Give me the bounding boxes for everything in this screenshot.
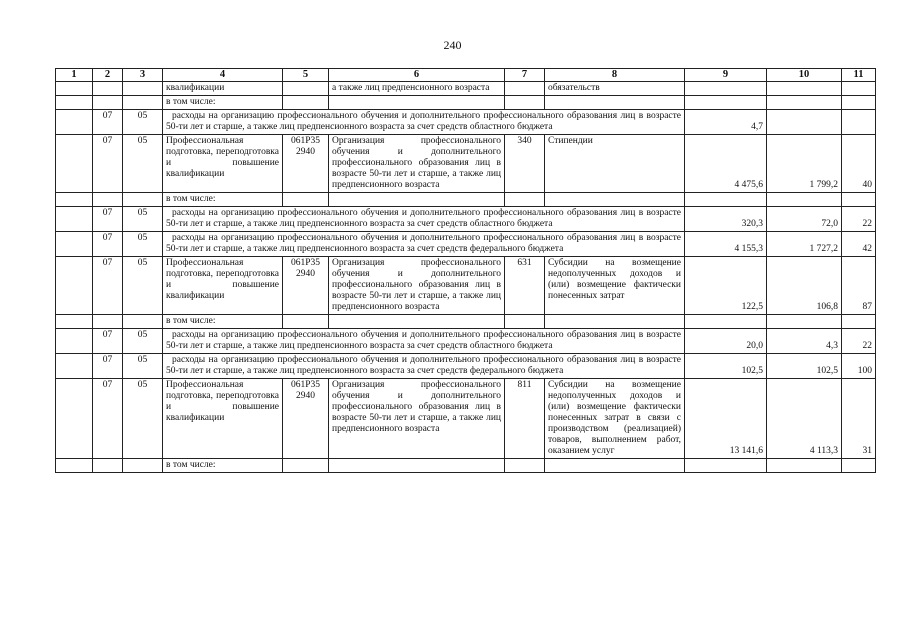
cell-col1 [56, 135, 93, 193]
cell-col1 [56, 193, 93, 207]
table-row [56, 82, 876, 96]
column-header: 9 [685, 69, 767, 82]
expense-type-code: 340 [505, 135, 545, 193]
cell-col7 [505, 459, 545, 473]
column-header: 7 [505, 69, 545, 82]
table-row [56, 315, 876, 329]
cell-col1 [56, 82, 93, 96]
cell-col6 [329, 315, 505, 329]
header-row [56, 69, 876, 82]
table-row [56, 354, 876, 379]
section-code: 07 [93, 135, 123, 193]
subsection-name: Профессиональная подготовка, переподготовка и повышение квалификации [163, 379, 283, 459]
cell-col5 [283, 459, 329, 473]
subsection-code: 05 [123, 354, 163, 379]
amount-actual: 102,5 [767, 354, 842, 379]
section-code: 07 [93, 110, 123, 135]
section-code [93, 82, 123, 96]
amount-actual: 106,8 [767, 257, 842, 315]
amount-actual: 1 799,2 [767, 135, 842, 193]
subsection-code: 05 [123, 135, 163, 193]
note-cell: в том числе: [163, 96, 283, 110]
cell-col2 [93, 459, 123, 473]
subsection-code [123, 82, 163, 96]
table-row [56, 379, 876, 459]
amount-actual: 72,0 [767, 207, 842, 232]
target-article-name: Организация профессионального обучения и дополнительного профессионального образования лиц в возрасте 50-ти лет и старше, а также лиц предпенсионного возраста [329, 379, 505, 459]
note-cell: в том числе: [163, 459, 283, 473]
section-code: 07 [93, 232, 123, 257]
cell-col2 [93, 315, 123, 329]
cell-col1 [56, 110, 93, 135]
table-row [56, 329, 876, 354]
amount-plan: 122,5 [685, 257, 767, 315]
target-article-code: 061Р35 2940 [283, 379, 329, 459]
amount-plan: 13 141,6 [685, 379, 767, 459]
amount-actual [767, 82, 842, 96]
table-row [56, 96, 876, 110]
table-row [56, 232, 876, 257]
cell-col6 [329, 96, 505, 110]
cell-col8 [545, 96, 685, 110]
expense-type-code [505, 82, 545, 96]
cell-col5 [283, 193, 329, 207]
cell-col7 [505, 96, 545, 110]
percent-value: 31 [842, 379, 876, 459]
column-header: 5 [283, 69, 329, 82]
target-article-code [283, 82, 329, 96]
amount-plan: 102,5 [685, 354, 767, 379]
percent-value: 87 [842, 257, 876, 315]
cell-col11 [842, 459, 876, 473]
percent-value: 100 [842, 354, 876, 379]
cell-col1 [56, 315, 93, 329]
cell-col9 [685, 315, 767, 329]
cell-col1 [56, 354, 93, 379]
section-code: 07 [93, 329, 123, 354]
amount-plan: 4,7 [685, 110, 767, 135]
section-code: 07 [93, 257, 123, 315]
table-row [56, 459, 876, 473]
target-article-name: а также лиц предпенсионного возраста [329, 82, 505, 96]
subsection-code: 05 [123, 207, 163, 232]
table-row [56, 207, 876, 232]
subsection-name: Профессиональная подготовка, переподготовка и повышение квалификации [163, 257, 283, 315]
expense-description: расходы на организацию профессионального обучения и дополнительного профессионального образования лиц в возрасте 50-ти лет и старше, а также лиц предпенсионного возраста за счет средств федерального бюджета [163, 354, 685, 379]
subsection-code: 05 [123, 329, 163, 354]
amount-actual: 4 113,3 [767, 379, 842, 459]
percent-value [842, 82, 876, 96]
cell-col3 [123, 315, 163, 329]
column-header: 11 [842, 69, 876, 82]
cell-col1 [56, 96, 93, 110]
table-row [56, 135, 876, 193]
percent-value: 40 [842, 135, 876, 193]
amount-plan [685, 82, 767, 96]
cell-col3 [123, 193, 163, 207]
cell-col8 [545, 193, 685, 207]
expense-type-code: 811 [505, 379, 545, 459]
amount-plan: 4 155,3 [685, 232, 767, 257]
subsection-code: 05 [123, 257, 163, 315]
note-cell: в том числе: [163, 315, 283, 329]
cell-col11 [842, 193, 876, 207]
cell-col3 [123, 96, 163, 110]
amount-actual: 1 727,2 [767, 232, 842, 257]
cell-col10 [767, 459, 842, 473]
table-body [56, 82, 876, 473]
subsection-code: 05 [123, 379, 163, 459]
amount-plan: 320,3 [685, 207, 767, 232]
table-row [56, 193, 876, 207]
cell-col2 [93, 96, 123, 110]
table-row [56, 110, 876, 135]
budget-table [55, 68, 876, 473]
cell-col10 [767, 96, 842, 110]
cell-col11 [842, 96, 876, 110]
cell-col10 [767, 315, 842, 329]
subsection-name: квалификации [163, 82, 283, 96]
cell-col1 [56, 379, 93, 459]
section-code: 07 [93, 379, 123, 459]
cell-col5 [283, 315, 329, 329]
subsection-name: Профессиональная подготовка, переподготовка и повышение квалификации [163, 135, 283, 193]
cell-col5 [283, 96, 329, 110]
expense-type-name: Субсидии на возмещение недополученных доходов и (или) возмещение фактически понесенных затрат [545, 257, 685, 315]
expense-type-name: Стипендии [545, 135, 685, 193]
column-header: 3 [123, 69, 163, 82]
expense-description: расходы на организацию профессионального обучения и дополнительного профессионального образования лиц в возрасте 50-ти лет и старше, а также лиц предпенсионного возраста за счет средств областного бюджета [163, 329, 685, 354]
cell-col9 [685, 459, 767, 473]
table-row [56, 257, 876, 315]
column-header: 4 [163, 69, 283, 82]
column-header: 10 [767, 69, 842, 82]
target-article-code: 061Р35 2940 [283, 257, 329, 315]
cell-col1 [56, 232, 93, 257]
cell-col1 [56, 257, 93, 315]
page-number: 240 [443, 38, 462, 52]
cell-col8 [545, 315, 685, 329]
subsection-code: 05 [123, 110, 163, 135]
amount-actual: 4,3 [767, 329, 842, 354]
expense-type-code: 631 [505, 257, 545, 315]
expense-description: расходы на организацию профессионального обучения и дополнительного профессионального образования лиц в возрасте 50-ти лет и старше, а также лиц предпенсионного возраста за счет средств областного бюджета [163, 110, 685, 135]
cell-col9 [685, 96, 767, 110]
cell-col1 [56, 329, 93, 354]
expense-type-name: Субсидии на возмещение недополученных доходов и (или) возмещение фактически понесенных затрат в связи с производством (реализацией) товаров, выполнением работ, оказанием услуг [545, 379, 685, 459]
percent-value: 22 [842, 329, 876, 354]
amount-plan: 20,0 [685, 329, 767, 354]
amount-plan: 4 475,6 [685, 135, 767, 193]
section-code: 07 [93, 207, 123, 232]
note-cell: в том числе: [163, 193, 283, 207]
cell-col6 [329, 459, 505, 473]
cell-col11 [842, 315, 876, 329]
column-header: 6 [329, 69, 505, 82]
target-article-code: 061Р35 2940 [283, 135, 329, 193]
subsection-code: 05 [123, 232, 163, 257]
expense-description: расходы на организацию профессионального обучения и дополнительного профессионального образования лиц в возрасте 50-ти лет и старше, а также лиц предпенсионного возраста за счет средств федерального бюджета [163, 232, 685, 257]
target-article-name: Организация профессионального обучения и дополнительного профессионального образования лиц в возрасте 50-ти лет и старше, а также лиц предпенсионного возраста [329, 257, 505, 315]
percent-value: 42 [842, 232, 876, 257]
cell-col3 [123, 459, 163, 473]
cell-col2 [93, 193, 123, 207]
expense-type-name: обязательств [545, 82, 685, 96]
target-article-name: Организация профессионального обучения и дополнительного профессионального образования лиц в возрасте 50-ти лет и старше, а также лиц предпенсионного возраста [329, 135, 505, 193]
amount-actual [767, 110, 842, 135]
cell-col6 [329, 193, 505, 207]
cell-col7 [505, 315, 545, 329]
cell-col8 [545, 459, 685, 473]
cell-col9 [685, 193, 767, 207]
percent-value: 22 [842, 207, 876, 232]
column-header: 8 [545, 69, 685, 82]
cell-col10 [767, 193, 842, 207]
cell-col1 [56, 207, 93, 232]
cell-col7 [505, 193, 545, 207]
column-header: 2 [93, 69, 123, 82]
expense-description: расходы на организацию профессионального обучения и дополнительного профессионального образования лиц в возрасте 50-ти лет и старше, а также лиц предпенсионного возраста за счет средств областного бюджета [163, 207, 685, 232]
cell-col1 [56, 459, 93, 473]
section-code: 07 [93, 354, 123, 379]
percent-value [842, 110, 876, 135]
column-header: 1 [56, 69, 93, 82]
